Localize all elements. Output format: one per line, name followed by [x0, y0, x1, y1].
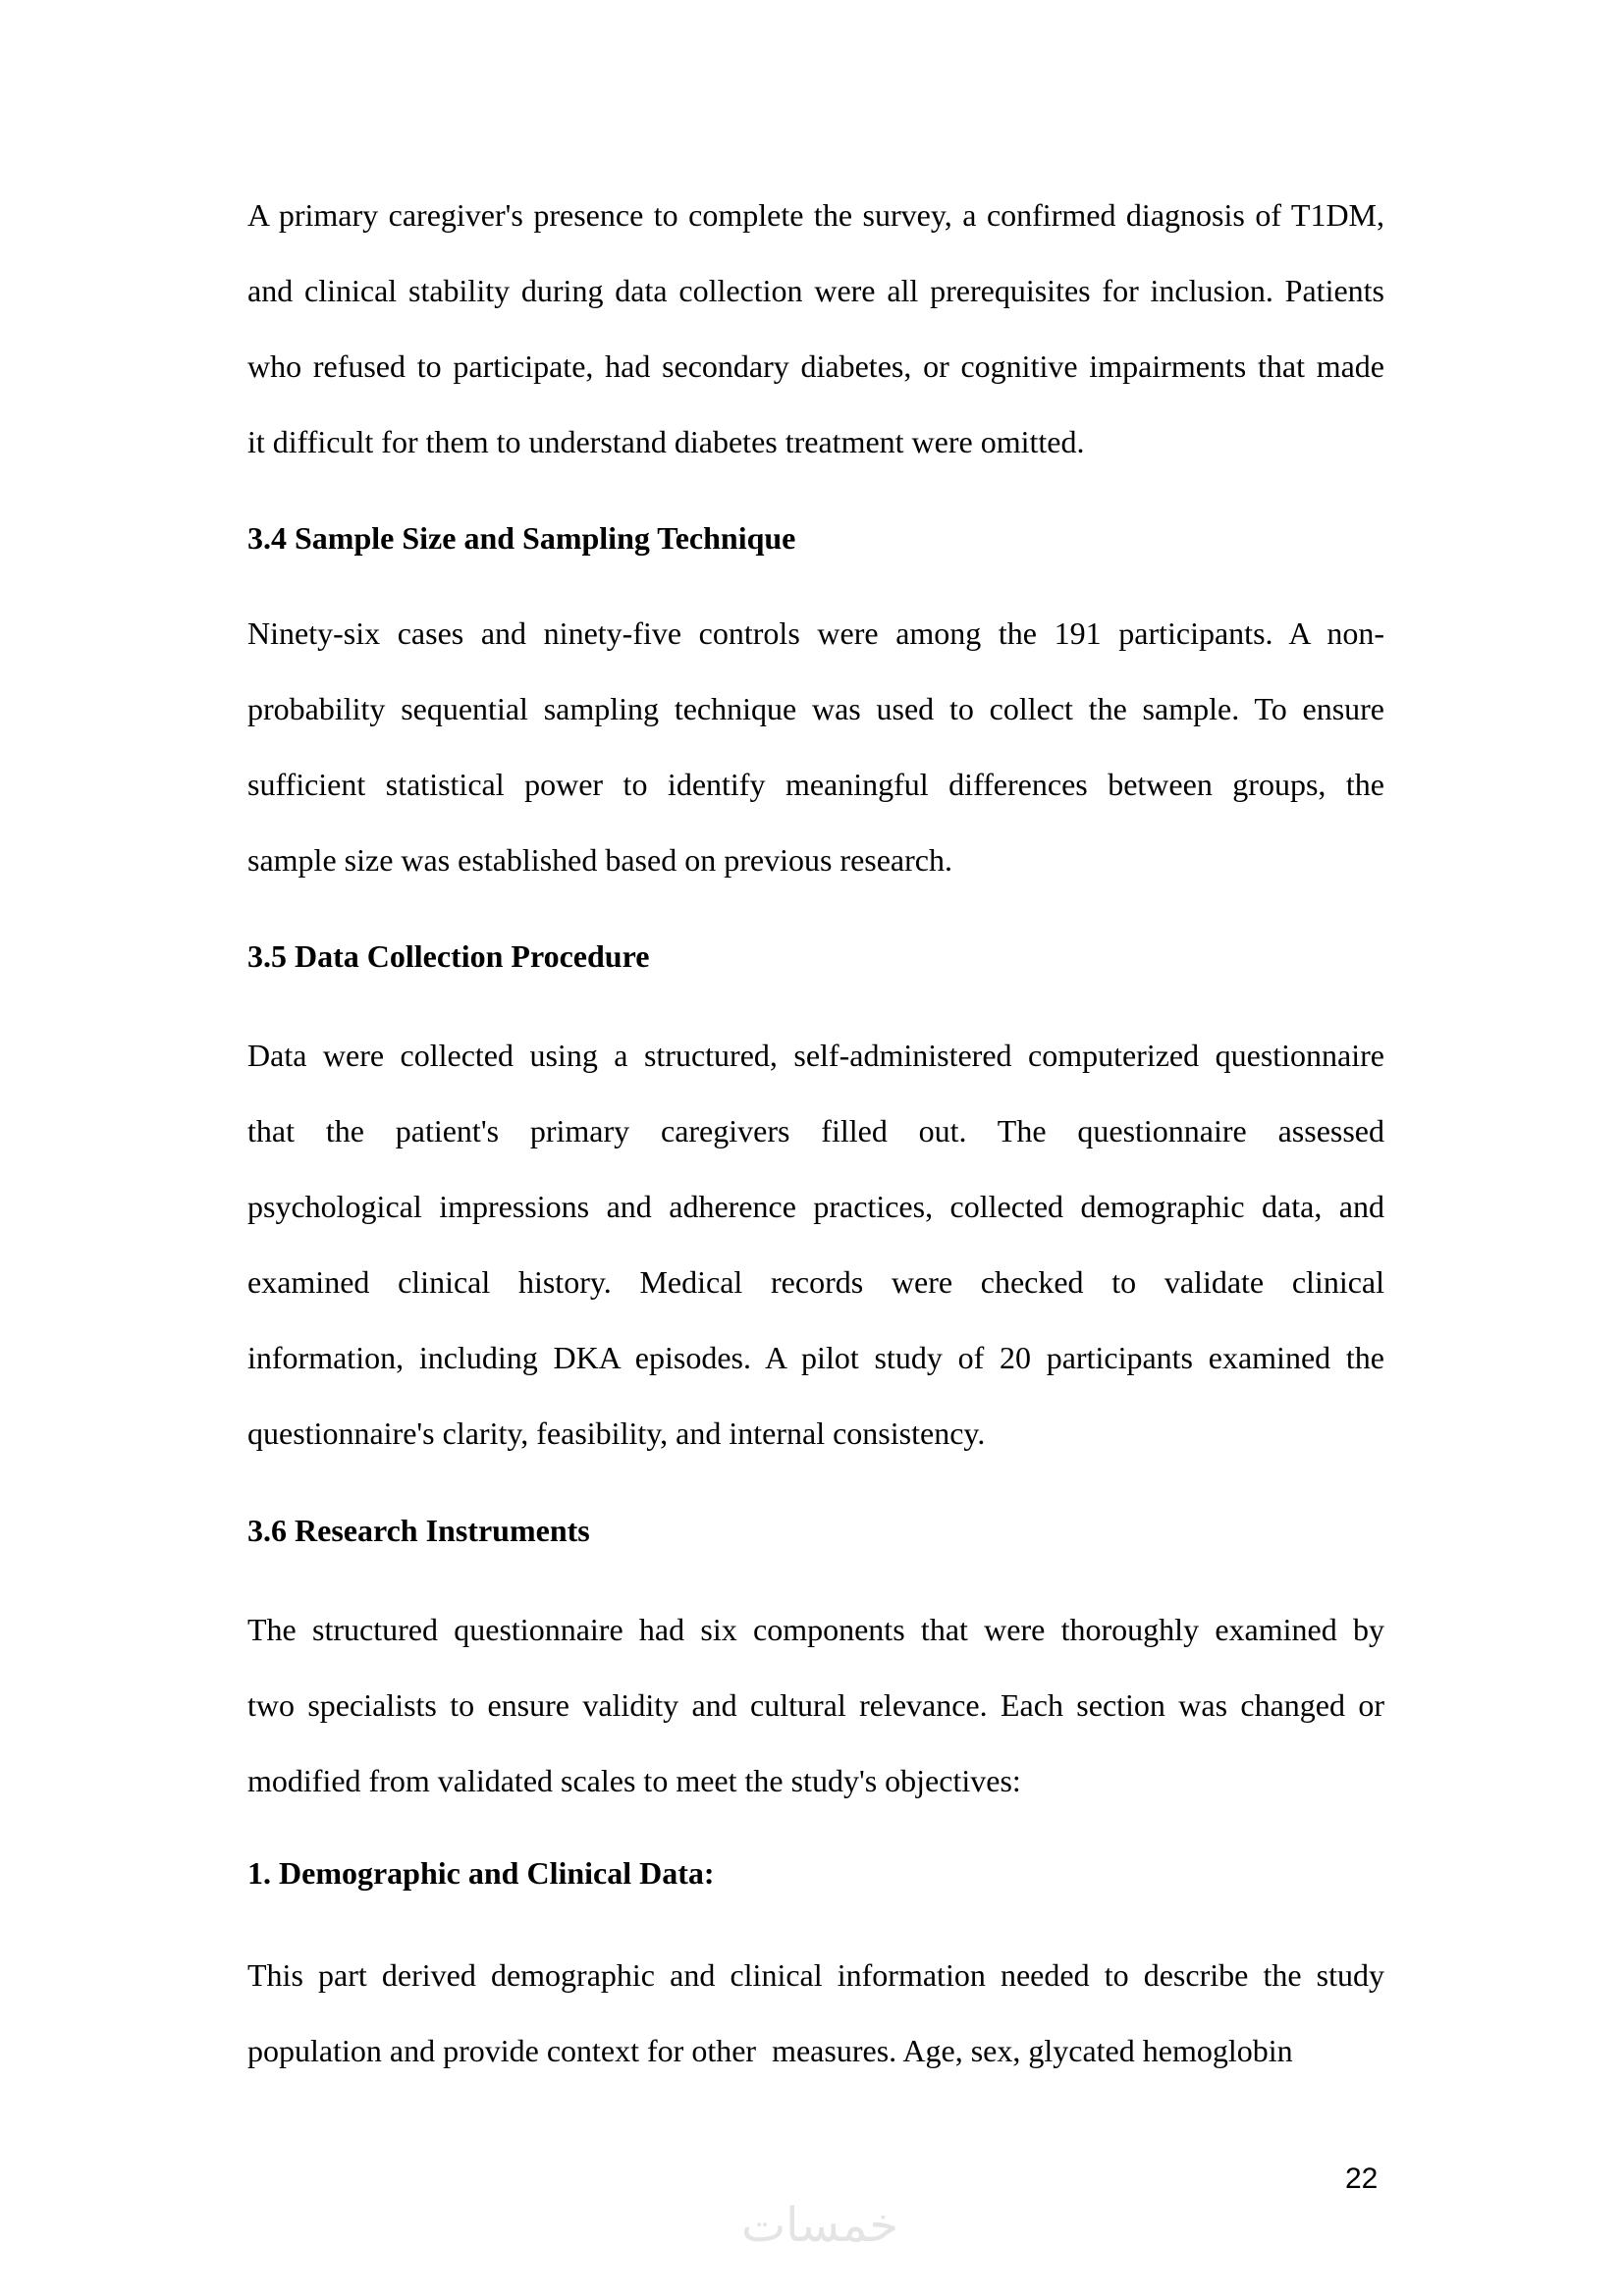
watermark-logo: خمسات — [740, 2198, 899, 2253]
paragraph-line: that the patient's primary caregivers filled out. The questionnaire assessed — [247, 1113, 1384, 1148]
paragraph-line: two specialists to ensure validity and cultural relevance. Each section was changed or — [247, 1687, 1384, 1723]
paragraph-line: Ninety-six cases and ninety-five controls were among the 191 participants. A non- — [247, 615, 1384, 651]
paragraph-sample-size — [247, 596, 1384, 898]
paragraph-line: examined clinical history. Medical records were checked to validate clinical — [247, 1264, 1384, 1300]
paragraph-line: information, including DKA episodes. A pilot study of 20 participants examined the — [247, 1340, 1384, 1375]
paragraph-line: sample size was established based on previous research. — [247, 842, 952, 878]
paragraph-line: This part derived demographic and clinical information needed to describe the study — [247, 1957, 1384, 1993]
paragraph-line: Data were collected using a structured, self-administered computerized questionnaire — [247, 1038, 1384, 1073]
paragraph-line: who refused to participate, had secondary diabetes, or cognitive impairments that made — [247, 348, 1384, 384]
paragraph-line: and clinical stability during data collection were all prerequisites for inclusion. Patients — [247, 273, 1384, 308]
section-heading-sample-size: 3.4 Sample Size and Sampling Technique — [247, 520, 796, 556]
paragraph-line: sufficient statistical power to identify meaningful differences between groups, the — [247, 767, 1384, 802]
subsection-heading-demographic-data: 1. Demographic and Clinical Data: — [247, 1855, 715, 1891]
paragraph-line: probability sequential sampling technique was used to collect the sample. To ensure — [247, 691, 1384, 726]
paragraph-line: psychological impressions and adherence practices, collected demographic data, and — [247, 1189, 1384, 1224]
page-number: 22 — [1345, 2163, 1379, 2195]
paragraph-line: population and provide context for other measures. Age, sex, glycated hemoglobin — [247, 2033, 1293, 2068]
paragraph-data-collection — [247, 1018, 1384, 1471]
paragraph-demographic-data — [247, 1938, 1384, 2089]
paragraph-line: The structured questionnaire had six components that were thoroughly examined by — [247, 1612, 1384, 1647]
section-heading-data-collection: 3.5 Data Collection Procedure — [247, 938, 650, 974]
paragraph-inclusion-criteria — [247, 178, 1384, 480]
paragraph-research-instruments — [247, 1592, 1384, 1819]
paragraph-line: A primary caregiver's presence to complete the survey, a confirmed diagnosis of T1DM, — [247, 197, 1384, 233]
paragraph-line: questionnaire's clarity, feasibility, and internal consistency. — [247, 1415, 986, 1451]
paragraph-line: modified from validated scales to meet the study's objectives: — [247, 1763, 1021, 1798]
section-heading-research-instruments: 3.6 Research Instruments — [247, 1513, 590, 1548]
paragraph-line: it difficult for them to understand diabetes treatment were omitted. — [247, 424, 1085, 459]
